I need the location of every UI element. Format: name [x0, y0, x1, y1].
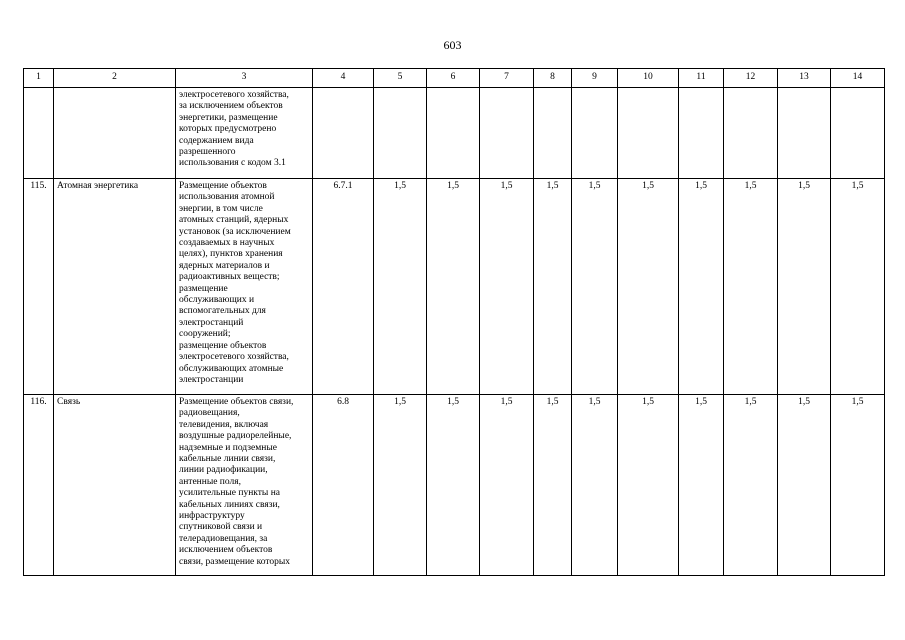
- row-value: 1,5: [724, 179, 778, 395]
- column-header: 8: [534, 69, 572, 88]
- row-name: Связь: [54, 395, 176, 576]
- row-value: 1,5: [480, 179, 534, 395]
- column-header: 2: [54, 69, 176, 88]
- row-value: [480, 88, 534, 179]
- row-value: [778, 88, 831, 179]
- row-value: 1,5: [427, 395, 480, 576]
- row-value: 1,5: [572, 179, 618, 395]
- row-description: электросетевого хозяйства, за исключением объектов энергетики, размещение которых предусмотрено содержанием вида разрешенного использования с кодом 3.1: [176, 88, 313, 179]
- row-value: 1,5: [534, 179, 572, 395]
- row-code: 6.7.1: [313, 179, 374, 395]
- column-header: 9: [572, 69, 618, 88]
- row-value: 1,5: [534, 395, 572, 576]
- column-header: 10: [618, 69, 679, 88]
- column-header: 6: [427, 69, 480, 88]
- row-code: [313, 88, 374, 179]
- row-value: [374, 88, 427, 179]
- row-value: [427, 88, 480, 179]
- row-value: [679, 88, 724, 179]
- column-header: 3: [176, 69, 313, 88]
- row-value: [572, 88, 618, 179]
- column-header: 14: [831, 69, 885, 88]
- row-number: 116.: [24, 395, 54, 576]
- column-header: 5: [374, 69, 427, 88]
- row-value: 1,5: [679, 179, 724, 395]
- row-value: 1,5: [572, 395, 618, 576]
- page-number: 603: [443, 38, 462, 52]
- table-row: [24, 179, 885, 395]
- column-header: 4: [313, 69, 374, 88]
- table-row: [24, 395, 885, 576]
- data-table: [23, 68, 885, 576]
- row-description: Размещение объектов использования атомной энергии, в том числе атомных станций, ядерных установок (за исключением создаваемых в научных целях), пунктов хранения ядерных материалов и радиоактивных веществ; размещение обслуживающих и вспомогательных для электростанций сооружений; размещение объектов электросетевого хозяйства, обслуживающих атомные электростанции: [176, 179, 313, 395]
- table-row: [24, 88, 885, 179]
- row-value: 1,5: [618, 395, 679, 576]
- column-header: 11: [679, 69, 724, 88]
- column-header: 12: [724, 69, 778, 88]
- column-header: 13: [778, 69, 831, 88]
- row-description: Размещение объектов связи, радиовещания, телевидения, включая воздушные радиорелейные, надземные и подземные кабельные линии связи, линии радиофикации, антенные поля, усилительные пункты на кабельных линиях связи, инфраструктуру спутниковой связи и телерадиовещания, за исключением объектов связи, размещение которых: [176, 395, 313, 576]
- row-code: 6.8: [313, 395, 374, 576]
- row-value: [831, 88, 885, 179]
- row-value: [534, 88, 572, 179]
- header-row: [24, 69, 885, 88]
- row-value: 1,5: [831, 395, 885, 576]
- row-value: 1,5: [778, 179, 831, 395]
- row-value: 1,5: [374, 179, 427, 395]
- row-value: [618, 88, 679, 179]
- row-value: 1,5: [480, 395, 534, 576]
- row-value: 1,5: [427, 179, 480, 395]
- row-value: 1,5: [831, 179, 885, 395]
- row-value: 1,5: [374, 395, 427, 576]
- column-header: 7: [480, 69, 534, 88]
- row-number: [24, 88, 54, 179]
- column-header: 1: [24, 69, 54, 88]
- row-value: 1,5: [618, 179, 679, 395]
- row-value: 1,5: [724, 395, 778, 576]
- row-value: 1,5: [679, 395, 724, 576]
- row-value: [724, 88, 778, 179]
- row-number: 115.: [24, 179, 54, 395]
- row-value: 1,5: [778, 395, 831, 576]
- row-name: Атомная энергетика: [54, 179, 176, 395]
- row-name: [54, 88, 176, 179]
